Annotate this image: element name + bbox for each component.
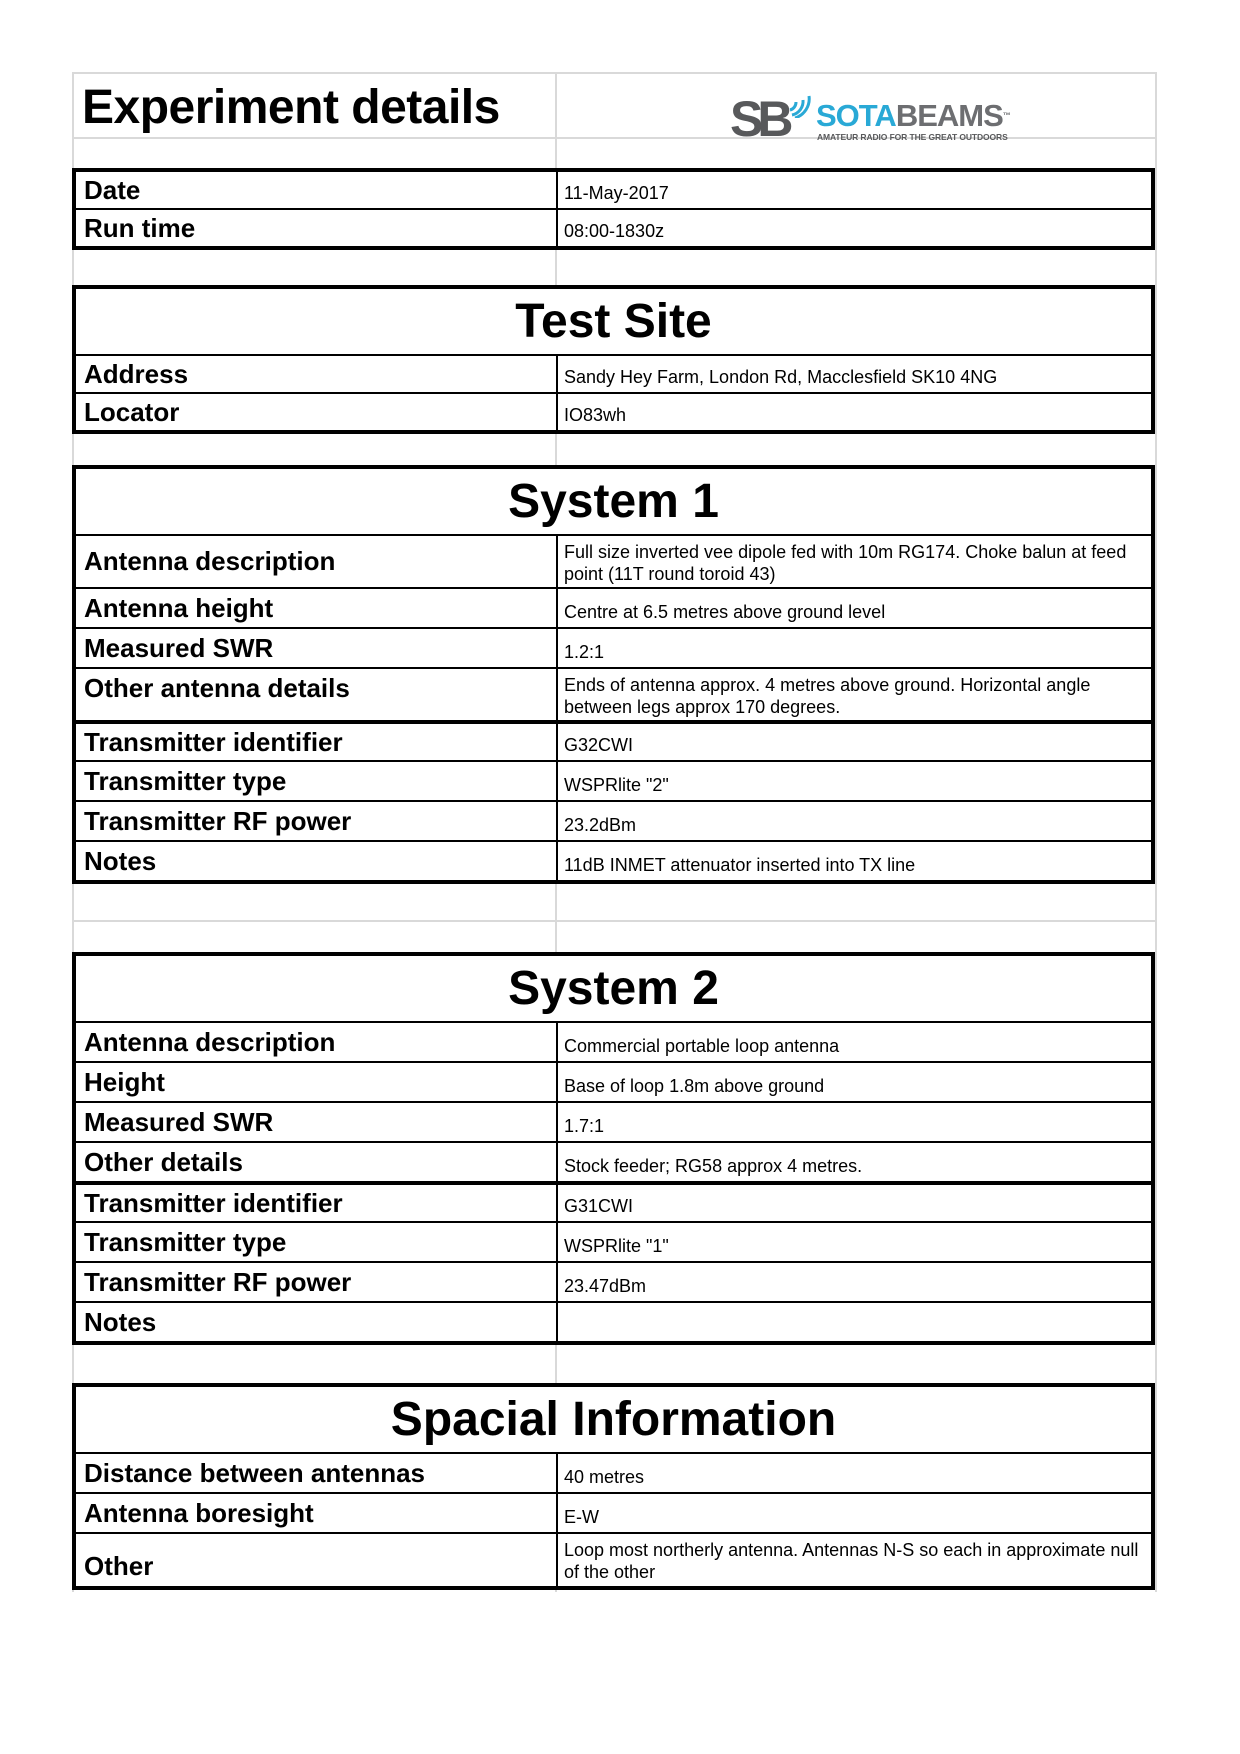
row-label: Distance between antennas bbox=[76, 1454, 558, 1492]
row-label: Address bbox=[76, 356, 558, 392]
row-label: Antenna description bbox=[76, 536, 558, 587]
row-value: Base of loop 1.8m above ground bbox=[564, 1076, 825, 1096]
table-row bbox=[76, 720, 1151, 760]
table-row bbox=[76, 760, 1151, 800]
row-label: Transmitter type bbox=[76, 762, 558, 800]
experiment-table bbox=[72, 168, 1155, 250]
row-value: Commercial portable loop antenna bbox=[564, 1036, 840, 1056]
table-row bbox=[76, 1021, 1151, 1061]
table-row bbox=[76, 587, 1151, 627]
row-value: 11-May-2017 bbox=[564, 183, 669, 203]
row-value: 40 metres bbox=[564, 1467, 645, 1487]
table-row bbox=[76, 627, 1151, 667]
section-title: System 1 bbox=[508, 475, 719, 528]
gridline bbox=[72, 920, 1157, 922]
row-label: Height bbox=[76, 1063, 558, 1101]
logo-brand: SOTABEAMS™ bbox=[816, 98, 1010, 133]
system1-table bbox=[72, 465, 1155, 884]
row-label: Notes bbox=[76, 842, 558, 880]
row-value: Stock feeder; RG58 approx 4 metres. bbox=[564, 1156, 863, 1176]
table-row bbox=[76, 172, 1151, 208]
table-row bbox=[76, 1261, 1151, 1301]
table-row bbox=[76, 354, 1151, 392]
table-row bbox=[76, 392, 1151, 430]
row-value: 1.2:1 bbox=[564, 642, 605, 662]
row-value: 08:00-1830z bbox=[564, 221, 665, 241]
table-row bbox=[76, 1452, 1151, 1492]
logo-tagline: AMATEUR RADIO FOR THE GREAT OUTDOORS bbox=[817, 132, 1008, 142]
row-value: 23.47dBm bbox=[564, 1276, 647, 1296]
system2-table bbox=[72, 952, 1155, 1345]
row-value bbox=[558, 1303, 1151, 1341]
table-row bbox=[76, 1221, 1151, 1261]
logo-monogram: SB bbox=[730, 91, 788, 147]
row-label: Antenna description bbox=[76, 1023, 558, 1061]
row-value: E-W bbox=[564, 1507, 599, 1527]
table-row bbox=[76, 208, 1151, 246]
row-label: Locator bbox=[76, 394, 558, 430]
gridline bbox=[72, 72, 1157, 74]
row-label: Transmitter identifier bbox=[76, 1185, 558, 1221]
row-label: Measured SWR bbox=[76, 1103, 558, 1141]
table-row bbox=[76, 800, 1151, 840]
row-label: Date bbox=[76, 172, 558, 208]
row-label: Antenna boresight bbox=[76, 1494, 558, 1532]
row-label: Antenna height bbox=[76, 589, 558, 627]
test-site-table bbox=[72, 285, 1155, 434]
row-value: 1.7:1 bbox=[564, 1116, 605, 1136]
sotabeams-logo bbox=[730, 88, 1030, 148]
row-label: Measured SWR bbox=[76, 629, 558, 667]
page-title: Experiment details bbox=[82, 81, 500, 134]
row-value: Ends of antenna approx. 4 metres above ground. Horizontal angle between legs approx 170 degrees. bbox=[564, 674, 1091, 717]
table-row bbox=[76, 1532, 1151, 1586]
row-label: Notes bbox=[76, 1303, 558, 1341]
row-label: Transmitter type bbox=[76, 1223, 558, 1261]
section-title: Test Site bbox=[515, 295, 712, 348]
row-value: G32CWI bbox=[564, 735, 634, 755]
row-value: 23.2dBm bbox=[564, 815, 637, 835]
table-row bbox=[76, 840, 1151, 880]
row-label: Other details bbox=[76, 1143, 558, 1181]
row-value: G31CWI bbox=[564, 1196, 634, 1216]
section-title: System 2 bbox=[508, 962, 719, 1015]
table-row bbox=[76, 1181, 1151, 1221]
section-title: Spacial Information bbox=[390, 1393, 837, 1446]
spacial-information-table bbox=[72, 1383, 1155, 1590]
row-value: Full size inverted vee dipole fed with 10m RG174. Choke balun at feed point (11T round toroid 43) bbox=[564, 541, 1127, 584]
table-row bbox=[76, 1101, 1151, 1141]
table-row bbox=[76, 1141, 1151, 1181]
radio-waves-icon bbox=[786, 88, 816, 118]
row-value: Loop most northerly antenna. Antennas N-S so each in approximate null of the other bbox=[564, 1540, 1139, 1582]
row-value: IO83wh bbox=[564, 405, 627, 425]
row-value: Sandy Hey Farm, London Rd, Macclesfield SK10 4NG bbox=[564, 367, 998, 387]
gridline bbox=[1155, 72, 1157, 1592]
table-row bbox=[76, 667, 1151, 720]
row-label: Run time bbox=[76, 210, 558, 246]
row-value: WSPRlite "2" bbox=[564, 775, 669, 795]
row-label: Transmitter RF power bbox=[76, 1263, 558, 1301]
row-label: Other antenna details bbox=[76, 669, 558, 720]
table-row bbox=[76, 534, 1151, 587]
row-label: Transmitter identifier bbox=[76, 724, 558, 760]
row-value: WSPRlite "1" bbox=[564, 1236, 669, 1256]
row-value: Centre at 6.5 metres above ground level bbox=[564, 602, 886, 622]
table-row bbox=[76, 1301, 1151, 1341]
row-label: Other bbox=[76, 1534, 558, 1586]
table-row bbox=[76, 1492, 1151, 1532]
table-row bbox=[76, 1061, 1151, 1101]
row-label: Transmitter RF power bbox=[76, 802, 558, 840]
row-value: 11dB INMET attenuator inserted into TX line bbox=[564, 855, 916, 875]
